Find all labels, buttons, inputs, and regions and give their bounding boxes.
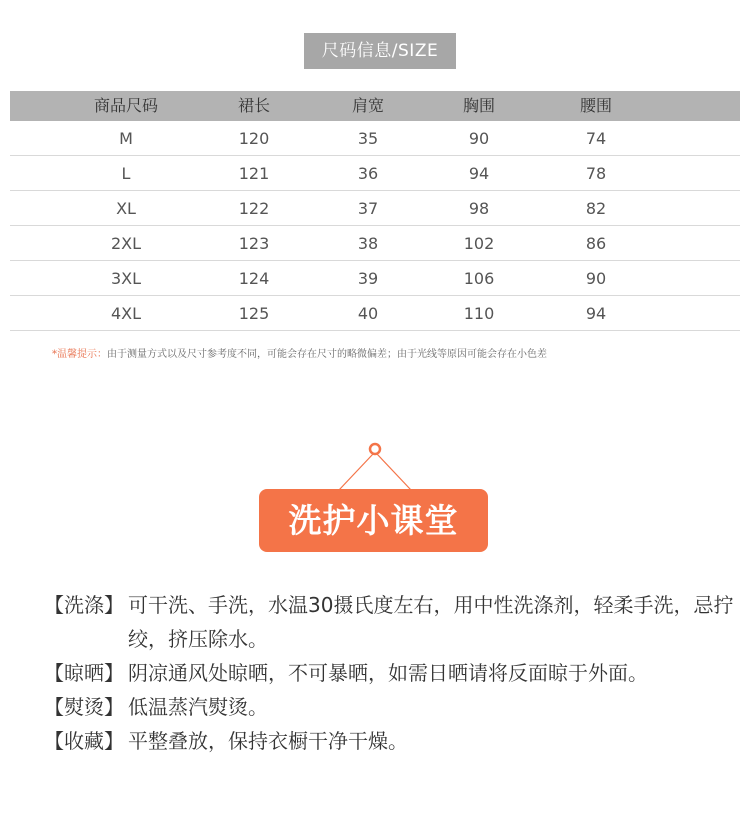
cell-skirt-length: 123 [238, 234, 270, 253]
table-row [10, 121, 740, 156]
cell-skirt-length: 124 [238, 269, 270, 288]
cell-bust: 106 [463, 269, 495, 288]
size-note-text: 由于测量方式以及尺寸参考度不同，可能会存在尺寸的略微偏差；由于光线等原因可能会存在小色差 [107, 349, 547, 360]
cell-waist: 90 [585, 269, 607, 288]
cell-shoulder: 35 [357, 129, 379, 148]
size-table [10, 91, 740, 331]
cell-waist: 94 [585, 304, 607, 323]
size-section-title: 尺码信息/SIZE [304, 33, 456, 69]
cell-bust: 98 [468, 199, 490, 218]
care-text: 可干洗、手洗，水温30摄氏度左右，用中性洗涤剂，轻柔手洗，忌拧绞，挤压除水。 [128, 593, 734, 651]
cell-bust: 90 [468, 129, 490, 148]
size-table-header [10, 91, 740, 121]
care-section-title: 洗护小课堂 [259, 489, 488, 552]
care-item-washing [44, 588, 734, 656]
cell-size: 2XL [110, 234, 142, 253]
cell-size: M [119, 129, 133, 148]
table-row [10, 296, 740, 331]
care-item-storage [44, 724, 734, 758]
table-row [10, 156, 740, 191]
cell-size: 4XL [110, 304, 142, 323]
care-label: 【晾晒】 [44, 661, 124, 685]
cell-bust: 110 [463, 304, 495, 323]
cell-shoulder: 36 [357, 164, 379, 183]
header-skirt-length: 裙长 [237, 96, 270, 115]
header-bust: 胸围 [462, 96, 495, 115]
header-size: 商品尺码 [93, 96, 158, 115]
care-item-drying [44, 656, 734, 690]
cell-bust: 94 [468, 164, 490, 183]
care-label: 【洗涤】 [44, 593, 124, 617]
care-label: 【收藏】 [44, 729, 124, 753]
care-text: 平整叠放，保持衣橱干净干燥。 [128, 729, 408, 753]
cell-size: XL [116, 199, 136, 218]
header-waist: 腰围 [579, 96, 612, 115]
cell-bust: 102 [463, 234, 495, 253]
cell-shoulder: 39 [357, 269, 379, 288]
cell-shoulder: 37 [357, 199, 379, 218]
cell-skirt-length: 121 [238, 164, 270, 183]
cell-waist: 78 [585, 164, 607, 183]
header-shoulder: 肩宽 [351, 96, 384, 115]
care-item-ironing [44, 690, 734, 724]
cell-shoulder: 40 [357, 304, 379, 323]
size-note-label: *温馨提示： [52, 349, 107, 360]
cell-skirt-length: 125 [238, 304, 270, 323]
care-text: 阴凉通风处晾晒，不可暴晒，如需日晒请将反面晾于外面。 [128, 661, 648, 685]
care-label: 【熨烫】 [44, 695, 124, 719]
cell-size: L [121, 164, 131, 183]
cell-waist: 86 [585, 234, 607, 253]
care-text: 低温蒸汽熨烫。 [128, 695, 268, 719]
table-row [10, 261, 740, 296]
cell-shoulder: 38 [357, 234, 379, 253]
cell-waist: 82 [585, 199, 607, 218]
cell-size: 3XL [110, 269, 142, 288]
hanger-icon [330, 440, 420, 492]
size-note [52, 345, 547, 360]
cell-waist: 74 [585, 129, 607, 148]
table-row [10, 191, 740, 226]
cell-skirt-length: 120 [238, 129, 270, 148]
care-instructions [44, 588, 734, 758]
table-row [10, 226, 740, 261]
cell-skirt-length: 122 [238, 199, 270, 218]
